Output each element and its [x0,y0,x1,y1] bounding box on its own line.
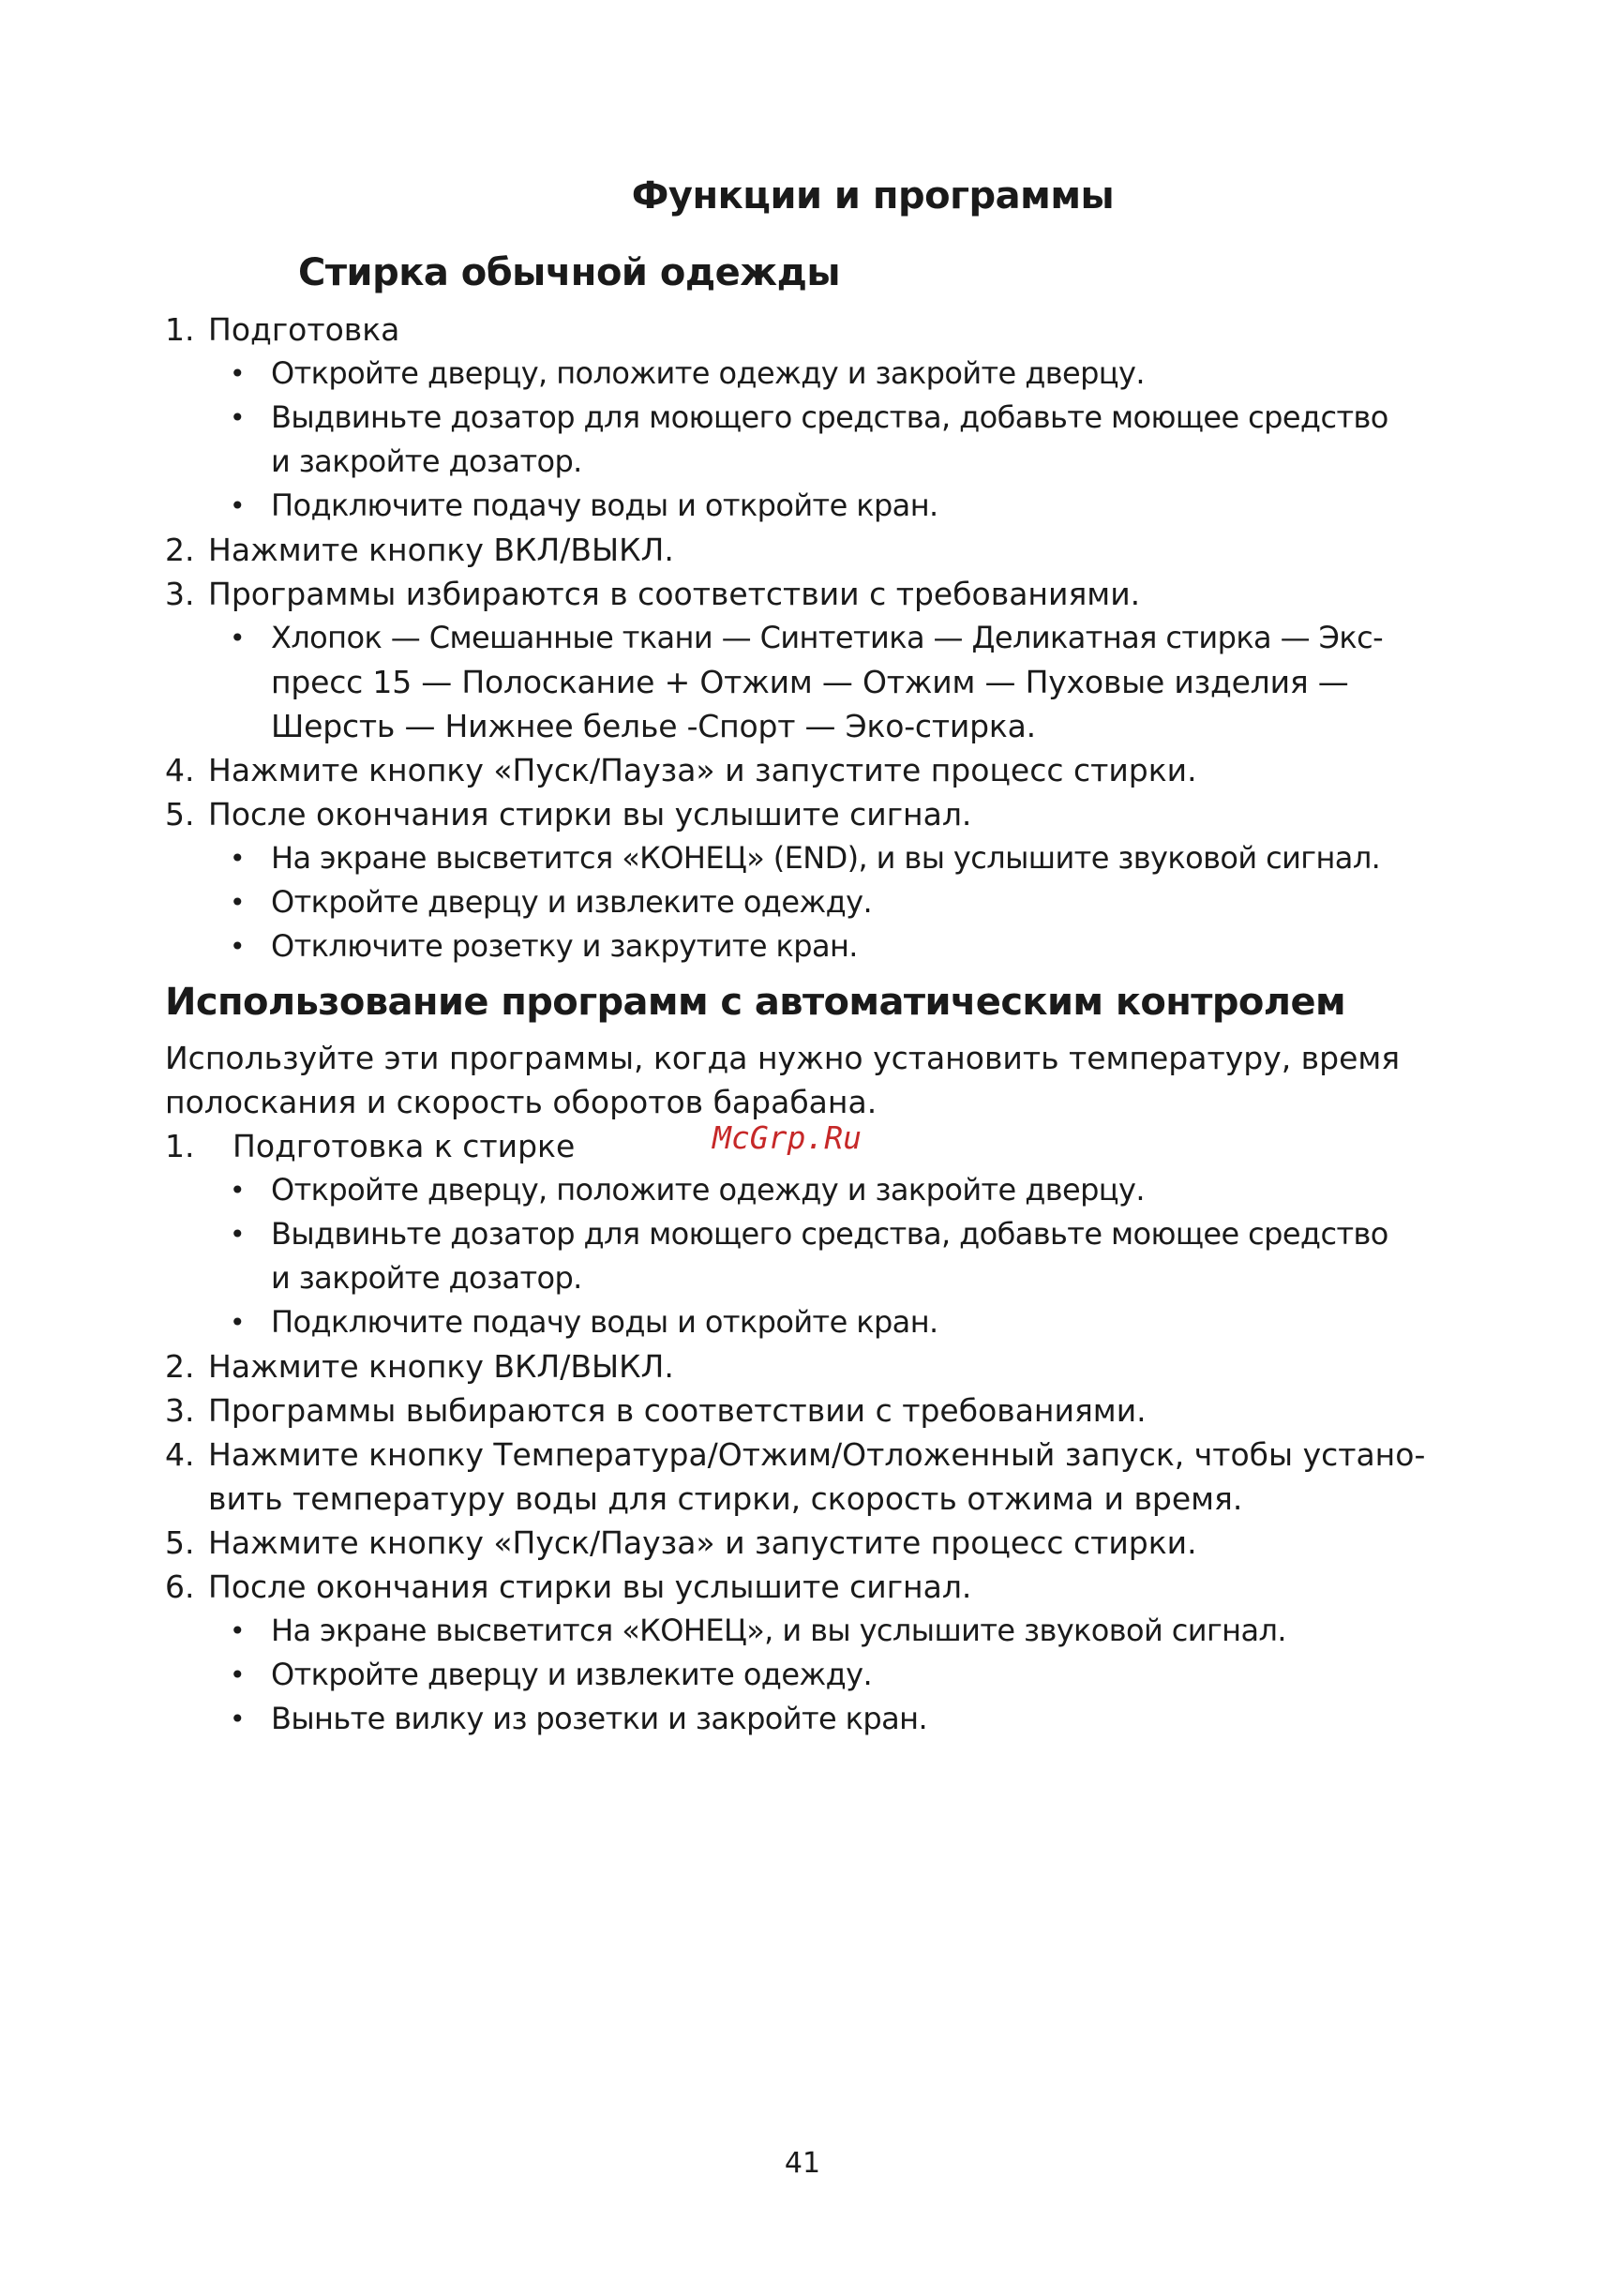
bullet-text: Выньте вилку из розетки и закройте кран. [271,1701,928,1736]
list-number: 2. [165,1348,195,1385]
bullet-text: Откройте дверцу и извлеките одежду. [271,1657,873,1692]
list-item [165,308,1421,352]
bullet-icon: • [230,931,245,962]
bullet-text: Откройте дверцу, положите одежду и закройте дверцу. [271,1172,1145,1208]
list-number: 6. [165,1568,195,1605]
list-text: Нажмите кнопку ВКЛ/ВЫКЛ. [208,532,674,568]
list-text: Нажмите кнопку ВКЛ/ВЫКЛ. [208,1348,674,1385]
bullet-item [165,1212,1421,1256]
list-item [165,792,1421,836]
list-item [165,1521,1421,1565]
bullet-icon: • [230,1307,245,1338]
page-number: 41 [784,2147,821,2180]
bullet-item [165,1609,1421,1653]
bullet-item [165,616,1421,660]
bullet-item [165,836,1421,880]
bullet-item [165,1697,1421,1741]
list-item [165,528,1421,572]
bullet-icon: • [230,490,245,521]
bullet-item [165,924,1421,968]
watermark: McGrp.Ru [712,1119,862,1156]
list-text: Нажмите кнопку Температура/Отжим/Отложенный запуск, чтобы устано- [208,1436,1426,1473]
bullet-text: Подключите подачу воды и откройте кран. [271,1304,938,1340]
bullet-item [165,1300,1421,1344]
list-text: Программы выбираются в соответствии с требованиями. [208,1392,1147,1429]
bullet-icon: • [230,358,245,389]
bullet-continuation: пресс 15 — Полоскание + Отжим — Отжим — Пуховые изделия — [271,664,1349,700]
document-body [165,308,1426,1741]
section-title-auto-control: Использование программ с автоматическим контролем [165,981,1346,1024]
list-text: Нажмите кнопку «Пуск/Пауза» и запустите процесс стирки. [208,752,1197,788]
bullet-text: Выдвиньте дозатор для моющего средства, добавьте моющее средство [271,399,1388,435]
page-title: Функции и программы [631,174,1115,218]
list-item [165,1433,1426,1477]
bullet-text: Хлопок — Смешанные ткани — Синтетика — Деликатная стирка — Экс- [271,620,1384,655]
bullet-icon: • [230,1703,245,1734]
list-item [165,1344,1421,1388]
list-text: Программы избираются в соответствии с требованиями. [208,576,1141,612]
bullet-icon: • [230,402,245,433]
bullet-icon: • [230,887,245,918]
bullet-text: Подключите подачу воды и откройте кран. [271,488,938,523]
list-number: 2. [165,532,195,568]
bullet-text: На экране высветится «КОНЕЦ», и вы услышите звуковой сигнал. [271,1613,1286,1648]
bullet-item [165,880,1421,924]
list-number: 3. [165,576,195,612]
bullet-icon: • [230,1219,245,1250]
bullet-text: Откройте дверцу, положите одежду и закройте дверцу. [271,355,1145,391]
bullet-text: На экране высветится «КОНЕЦ» (END), и вы услышите звуковой сигнал. [271,840,1381,876]
bullet-item [165,396,1421,440]
bullet-item [165,1653,1421,1697]
bullet-item [165,1168,1421,1212]
bullet-text: Откройте дверцу и извлеките одежду. [271,884,873,920]
list-number: 5. [165,1524,195,1561]
list-text: Подготовка [208,311,400,348]
bullet-continuation: и закройте дозатор. [271,443,582,479]
list-item [165,572,1421,616]
list-number: 4. [165,752,195,788]
section-title-regular-wash: Стирка обычной одежды [298,251,841,294]
bullet-item [165,484,1421,528]
list-item-continuation: вить температуру воды для стирки, скорость отжима и время. [208,1480,1243,1517]
bullet-icon: • [230,623,245,653]
intro-paragraph-line: Используйте эти программы, когда нужно установить температуру, время [165,1040,1401,1076]
bullet-continuation: Шерсть — Нижнее белье -Спорт — Эко-стирка. [271,708,1036,744]
list-number: 1. [165,1128,195,1164]
list-number: 4. [165,1436,195,1473]
bullet-icon: • [230,1659,245,1690]
list-text: После окончания стирки вы услышите сигнал. [208,796,972,833]
list-text: После окончания стирки вы услышите сигнал. [208,1568,972,1605]
bullet-text: Выдвиньте дозатор для моющего средства, добавьте моющее средство [271,1216,1388,1252]
bullet-text: Отключите розетку и закрутите кран. [271,928,858,964]
bullet-item [165,352,1421,396]
intro-paragraph-line: полоскания и скорость оборотов барабана. [165,1084,878,1120]
list-item [165,1388,1421,1433]
bullet-icon: • [230,1175,245,1206]
list-text: Нажмите кнопку «Пуск/Пауза» и запустите процесс стирки. [208,1524,1197,1561]
bullet-icon: • [230,843,245,874]
list-number: 1. [165,311,195,348]
bullet-icon: • [230,1615,245,1646]
list-text: Подготовка к стирке [232,1128,576,1164]
list-number: 5. [165,796,195,833]
list-item [165,748,1421,792]
list-item [165,1565,1421,1609]
bullet-continuation: и закройте дозатор. [271,1260,582,1296]
list-number: 3. [165,1392,195,1429]
